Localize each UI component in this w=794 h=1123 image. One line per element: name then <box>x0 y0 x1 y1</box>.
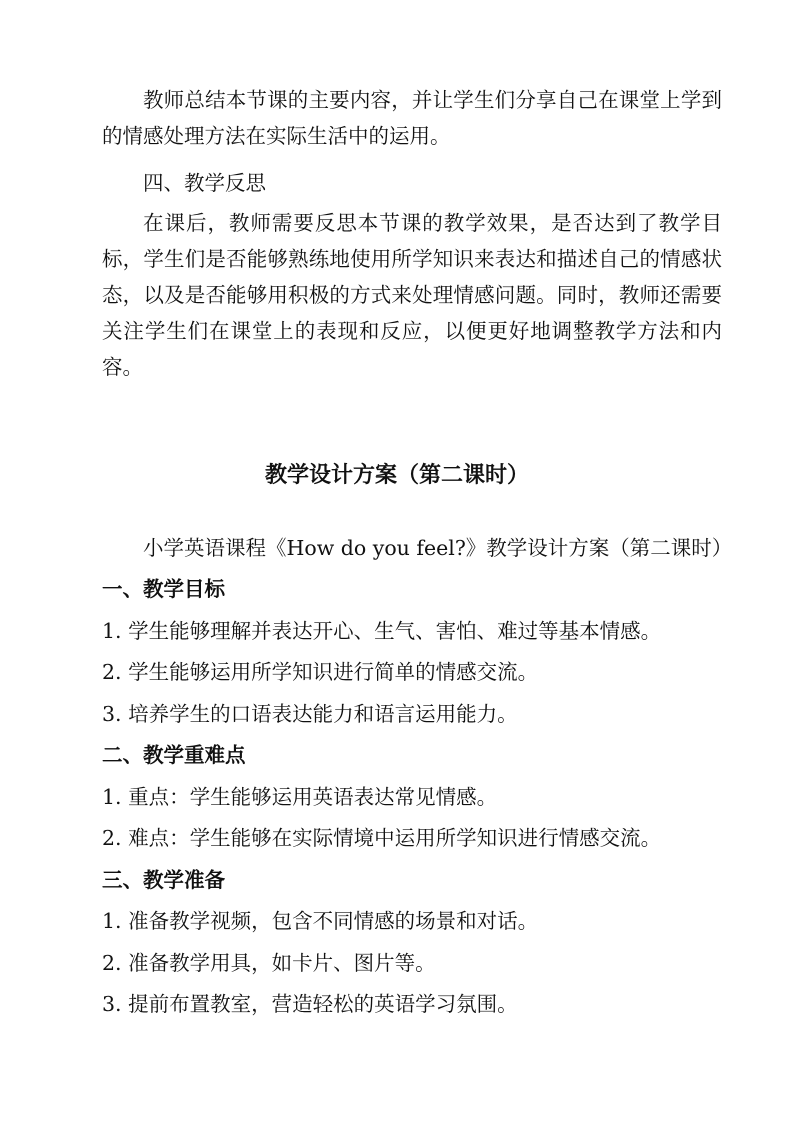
objective-item: 3. 培养学生的口语表达能力和语言运用能力。 <box>102 702 518 726</box>
document-title: 教学设计方案（第二课时） <box>264 462 529 488</box>
reflection-paragraph: 在课后，教师需要反思本节课的教学效果，是否达到了教学目标，学生们是否能够熟练地使用所学知识来表达和描述自己的情感状态，以及是否能够用积极的方式来处理情感问题。同时，教师还需要关注学生们在课堂上的表现和反应，以便更好地调整教学方法和内容。 <box>102 211 722 379</box>
objective-item: 1. 学生能够理解并表达开心、生气、害怕、难过等基本情感。 <box>102 619 662 643</box>
summary-paragraph: 教师总结本节课的主要内容，并让学生们分享自己在课堂上学到的情感处理方法在实际生活中的运用。 <box>102 88 722 148</box>
key-point-item: 1. 重点：学生能够运用英语表达常见情感。 <box>102 785 498 809</box>
reflection-heading: 四、教学反思 <box>143 171 266 195</box>
preparation-item: 3. 提前布置教室，营造轻松的英语学习氛围。 <box>102 992 518 1016</box>
objectives-heading: 一、教学目标 <box>102 577 225 601</box>
key-points-heading: 二、教学重难点 <box>102 743 246 767</box>
preparation-item: 1. 准备教学视频，包含不同情感的场景和对话。 <box>102 909 539 933</box>
objective-item: 2. 学生能够运用所学知识进行简单的情感交流。 <box>102 660 539 684</box>
preparation-heading: 三、教学准备 <box>102 868 225 892</box>
document-subtitle: 小学英语课程《How do you feel?》教学设计方案（第二课时） <box>143 536 733 560</box>
key-point-item: 2. 难点：学生能够在实际情境中运用所学知识进行情感交流。 <box>102 826 662 850</box>
preparation-item: 2. 准备教学用具，如卡片、图片等。 <box>102 951 436 975</box>
